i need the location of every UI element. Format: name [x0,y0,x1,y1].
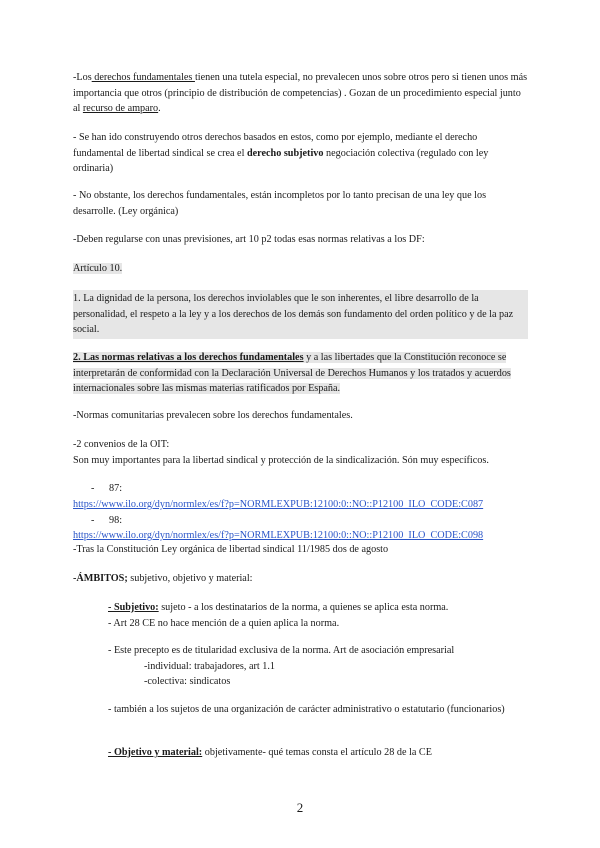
paragraph-normas-comunitarias: -Normas comunitarias prevalecen sobre los derechos fundamentales. [73,410,353,421]
paragraph-no-obstante: - No obstante, los derechos fundamentales, están incompletos por lo tanto precisan de una ley que los desarrolle. (Ley orgánica) [73,190,487,217]
underlined-term-derechos-fundamentales: derechos fundamentales [91,72,195,83]
article-10-paragraph-1: 1. La dignidad de la persona, los derechos inviolables que le son inherentes, el libre desarrollo de la personalidad, el respeto a la ley y a los derechos de los demás son fundamento del orden político y de la paz social. [73,290,528,339]
link-convenio-98[interactable]: https://www.ilo.org/dyn/normlex/es/f?p=NORMLEXPUB:12100:0::NO::P12100_ILO_CODE:C098 [73,530,484,541]
paragraph-precepto [108,643,528,690]
text-segment: objetivamente- qué temas consta el artículo 28 de la CE [202,747,432,758]
text-segment: . [158,103,161,114]
paragraph-ambitos [73,571,528,587]
text-segment: -Los [73,72,92,83]
paragraph-objetivo-material [108,745,528,761]
paragraph-tambien: - también a los sujetos de una organización de carácter administrativo o estatutario (funcionarios) [108,704,505,715]
bullet-dash: - [91,515,95,526]
text-segment: - Se han ido construyendo otros derechos basados en estos, como por ejemplo, mediante el derecho fundamental de libertad sindical se crea el [73,132,478,159]
paragraph-subjetivo [108,600,528,631]
text-line: - Este precepto es de titularidad exclusiva de la norma. Art de asociación empresarial [108,645,455,656]
bold-term-derecho-subjetivo: derecho subjetivo [246,147,324,159]
convenio-number: 98: [109,515,123,526]
paragraph-otros-derechos [73,130,528,177]
text-segment: tienen una tutela especial, no prevalecen unos sobre otros pero si tienen unos más importancia que otros (principio de distribución de competencias) . Gozan de un procedimiento especial junto al [73,72,528,114]
text-segment: sujeto - a los destinatarios de la norma, a quienes se aplica esta norma. [158,602,449,613]
bold-label-subjetivo: - Subjetivo: [108,602,159,613]
text-line-colectiva: -colectiva: sindicatos [144,676,231,687]
text-line: -2 convenios de la OIT: [73,439,170,450]
text-line: Son muy importantes para la libertad sindical y protección de la sindicalización. Són muy específicos. [73,454,489,466]
text-segment: negociación colectiva (regulado con ley ordinaria) [73,147,489,174]
list-item-convenio-87-link [73,497,533,513]
article-heading [73,261,528,277]
paragraph-derechos-fundamentales [73,70,528,117]
article-10-paragraph-2 [73,350,528,397]
text-line: - Art 28 CE no hace mención de a quien aplica la norma. [108,617,340,629]
convenio-number: 87: [109,483,123,494]
paragraph-ley-organica: -Tras la Constitución Ley orgánica de libertad sindical 11/1985 dos de agosto [73,544,389,555]
link-convenio-87[interactable]: https://www.ilo.org/dyn/normlex/es/f?p=NORMLEXPUB:12100:0::NO::P12100_ILO_CODE:C087 [73,499,484,510]
bold-label-objetivo-material: - Objetivo y material: [108,747,203,758]
text-segment: y a las libertades que la Constitución reconoce se interpretarán de conformidad con la Declaración Universal de Derechos Humanos y los tratados y acuerdos internacionales sobre las mismas materias ratificados por España. [73,352,511,394]
paragraph-deben-regularse: -Deben regularse con unas previsiones, art 10 p2 todas esas normas relativas a los DF: [73,234,425,245]
page-number: 2 [296,800,304,815]
bold-heading-ambitos: -ÁMBITOS; [73,573,128,584]
text-line-individual: -individual: trabajadores, art 1.1 [144,660,275,672]
bold-heading-normas-relativas: 2. Las normas relativas a los derechos fundamentales [73,352,304,363]
article-10-title: Artículo 10. [73,263,123,274]
paragraph-convenios-oit [73,437,528,468]
bullet-dash: - [91,483,95,494]
text-segment: subjetivo, objetivo y material: [127,573,253,584]
underlined-term-recurso-de-amparo: recurso de amparo [82,103,159,114]
